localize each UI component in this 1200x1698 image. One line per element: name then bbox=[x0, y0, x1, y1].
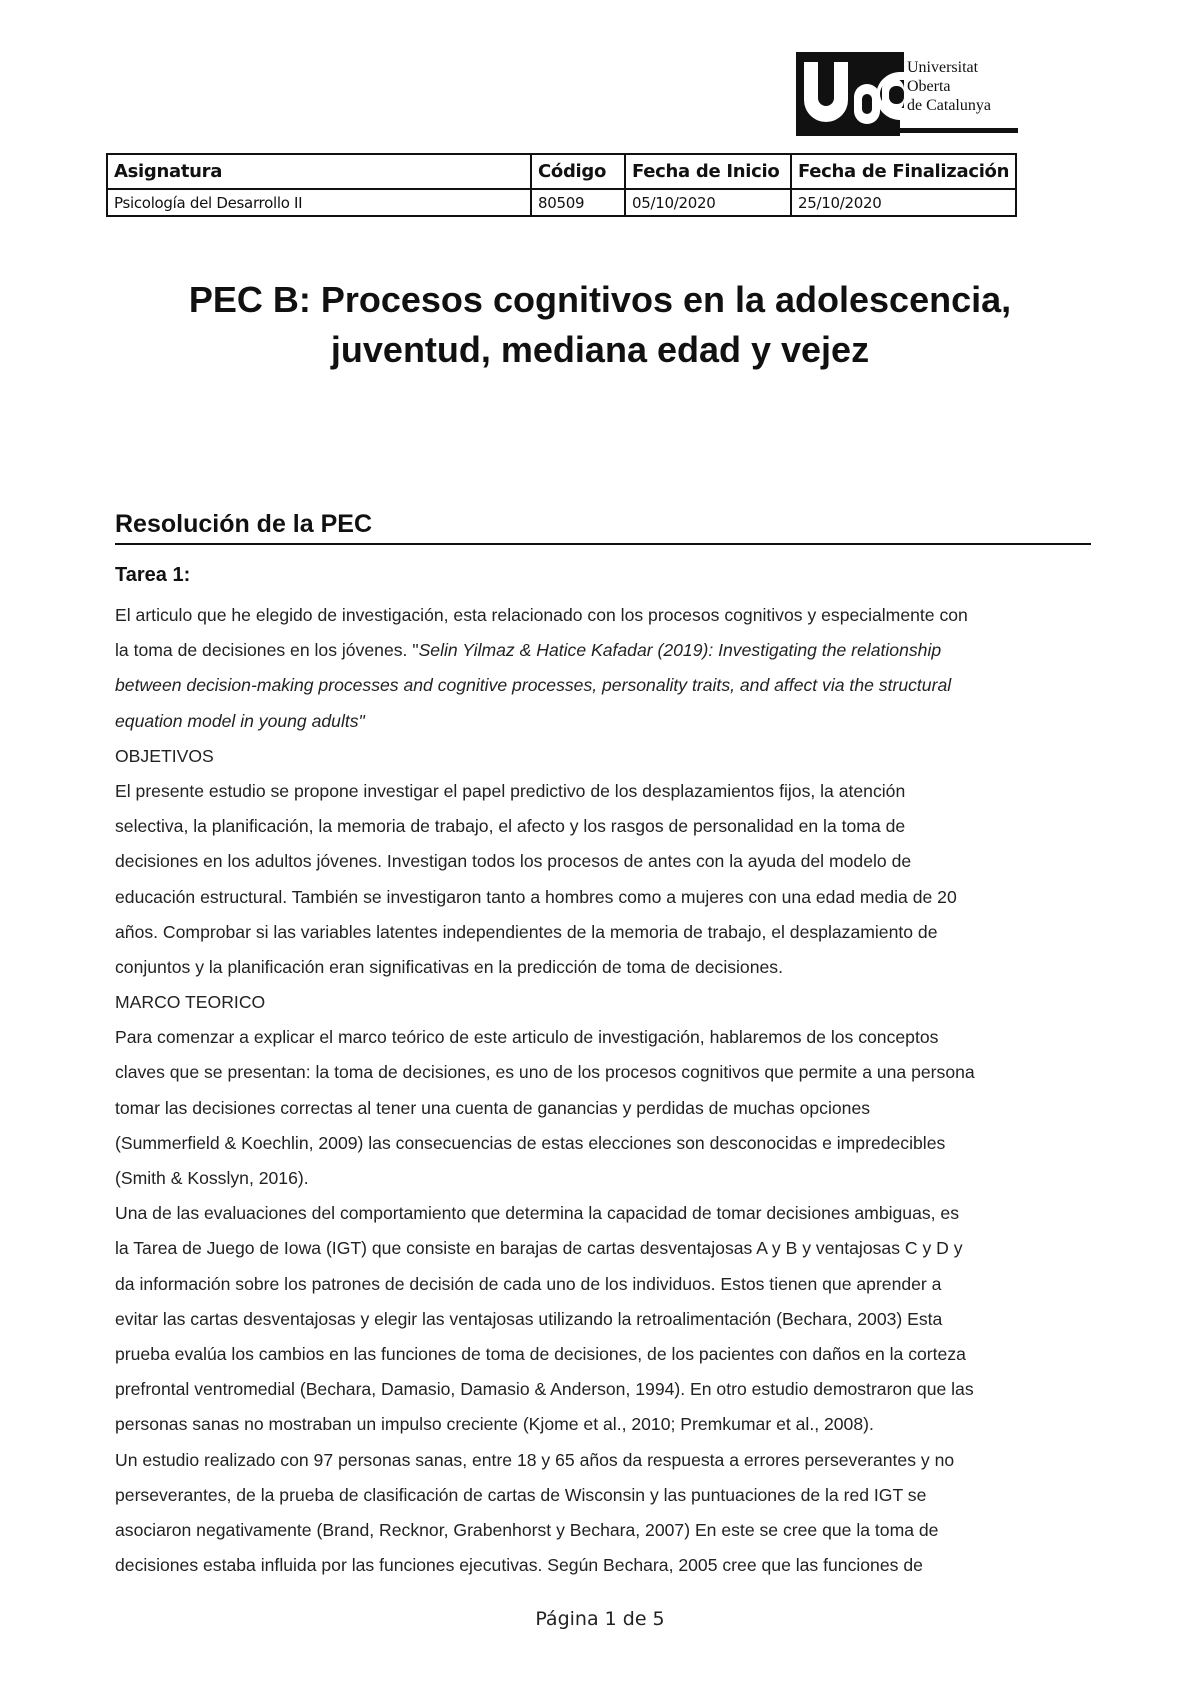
table-header-row bbox=[107, 154, 1016, 189]
value-asignatura: Psicología del Desarrollo II bbox=[107, 189, 531, 216]
body-line: educación estructural. También se investigaron tanto a hombres como a mujeres con una edad media de 20 bbox=[115, 886, 957, 907]
header-codigo: Código bbox=[531, 154, 625, 189]
body-line: perseverantes, de la prueba de clasificación de cartas de Wisconsin y las puntuaciones de la red IGT se bbox=[115, 1484, 927, 1505]
subheading-objetivos: OBJETIVOS bbox=[115, 745, 214, 766]
body-line: (Smith & Kosslyn, 2016). bbox=[115, 1168, 309, 1188]
body-line: Una de las evaluaciones del comportamiento que determina la capacidad de tomar decisiones ambiguas, es bbox=[115, 1203, 960, 1224]
title-line: juventud, mediana edad y vejez bbox=[330, 329, 870, 370]
logo-line: Universitat bbox=[907, 59, 979, 76]
section-heading: Resolución de la PEC bbox=[115, 506, 1091, 545]
body-line: da información sobre los patrones de decisión de cada uno de los individuos. Estos tienen que aprender a bbox=[115, 1273, 942, 1294]
body-line: claves que se presentan: la toma de decisiones, es uno de los procesos cognitivos que permite a una persona bbox=[115, 1062, 975, 1083]
body-line: decisiones en los adultos jóvenes. Investigan todos los procesos de antes con la ayuda del modelo de bbox=[115, 851, 912, 872]
citation-italic: equation model in young adults" bbox=[115, 710, 365, 731]
body-line: decisiones estaba influida por las funciones ejecutivas. Según Bechara, 2005 cree que las funciones de bbox=[115, 1555, 923, 1576]
body-line: Un estudio realizado con 97 personas sanas, entre 18 y 65 años da respuesta a errores perseverantes y no bbox=[115, 1449, 955, 1470]
body-line: El presente estudio se propone investigar el papel predictivo de los desplazamientos fijos, la atención bbox=[115, 780, 906, 801]
value-codigo: 80509 bbox=[531, 189, 625, 216]
body-line: selectiva, la planificación, la memoria de trabajo, el afecto y los rasgos de personalidad en la toma de bbox=[115, 816, 906, 837]
table-row bbox=[107, 189, 1016, 216]
value-fecha-finalizacion: 25/10/2020 bbox=[791, 189, 1016, 216]
body-line: prefrontal ventromedial (Bechara, Damasio, Damasio & Anderson, 1994). En otro estudio demostraron que las bbox=[115, 1379, 974, 1400]
course-info-table bbox=[106, 153, 1017, 217]
page-number-footer: Página 1 de 5 bbox=[535, 1608, 665, 1630]
logo-line: de Catalunya bbox=[907, 97, 991, 114]
body-line: conjuntos y la planificación eran significativas en la predicción de toma de decisiones. bbox=[115, 956, 783, 977]
body-line: tomar las decisiones correctas al tener una cuenta de ganancias y perdidas de muchas opciones bbox=[115, 1097, 871, 1118]
body-text bbox=[115, 598, 1105, 1583]
logo-rule bbox=[900, 128, 1018, 133]
body-line: asociaron negativamente (Brand, Recknor, Grabenhorst y Bechara, 2007) En este se cree que la toma de bbox=[115, 1519, 939, 1540]
uoc-logo-text bbox=[907, 58, 991, 115]
citation-italic: Selin Yilmaz & Hatice Kafadar (2019): Investigating the relationship bbox=[418, 640, 942, 661]
title-line: PEC B: Procesos cognitivos en la adolescencia, bbox=[188, 279, 1012, 320]
body-line: prueba evalúa los cambios en las funciones de toma de decisiones, de los pacientes con daños en la corteza bbox=[115, 1343, 966, 1364]
body-line: la Tarea de Juego de Iowa (IGT) que consiste en barajas de cartas desventajosas A y B y ventajosas C y D y bbox=[115, 1238, 963, 1259]
header-asignatura: Asignatura bbox=[107, 154, 531, 189]
body-line: Para comenzar a explicar el marco teórico de este articulo de investigación, hablaremos de los conceptos bbox=[115, 1027, 939, 1048]
header-fecha-finalizacion: Fecha de Finalización bbox=[791, 154, 1016, 189]
body-line: (Summerfield & Koechlin, 2009) las consecuencias de estas elecciones son desconocidas e impredecibles bbox=[115, 1132, 946, 1153]
task-heading: Tarea 1: bbox=[115, 564, 191, 586]
citation-italic: between decision-making processes and cognitive processes, personality traits, and affect via the structural bbox=[115, 675, 952, 696]
body-line: evitar las cartas desventajosas y elegir las ventajosas utilizando la retroalimentación (Bechara, 2003) Esta bbox=[115, 1308, 943, 1329]
value-fecha-inicio: 05/10/2020 bbox=[625, 189, 791, 216]
body-line: años. Comprobar si las variables latentes independientes de la memoria de trabajo, el desplazamiento de bbox=[115, 921, 938, 942]
body-line: personas sanas no mostraban un impulso creciente (Kjome et al., 2010; Premkumar et al., 2008). bbox=[115, 1414, 874, 1435]
header-fecha-inicio: Fecha de Inicio bbox=[625, 154, 791, 189]
document-title bbox=[100, 275, 1100, 375]
subheading-marco-teorico: MARCO TEORICO bbox=[115, 992, 266, 1013]
logo-line: Oberta bbox=[907, 78, 951, 95]
body-line bbox=[115, 633, 1105, 668]
body-line: El articulo que he elegido de investigación, esta relacionado con los procesos cognitivos y especialmente con bbox=[115, 605, 968, 625]
body-text-span: la toma de decisiones en los jóvenes. " bbox=[115, 640, 419, 661]
